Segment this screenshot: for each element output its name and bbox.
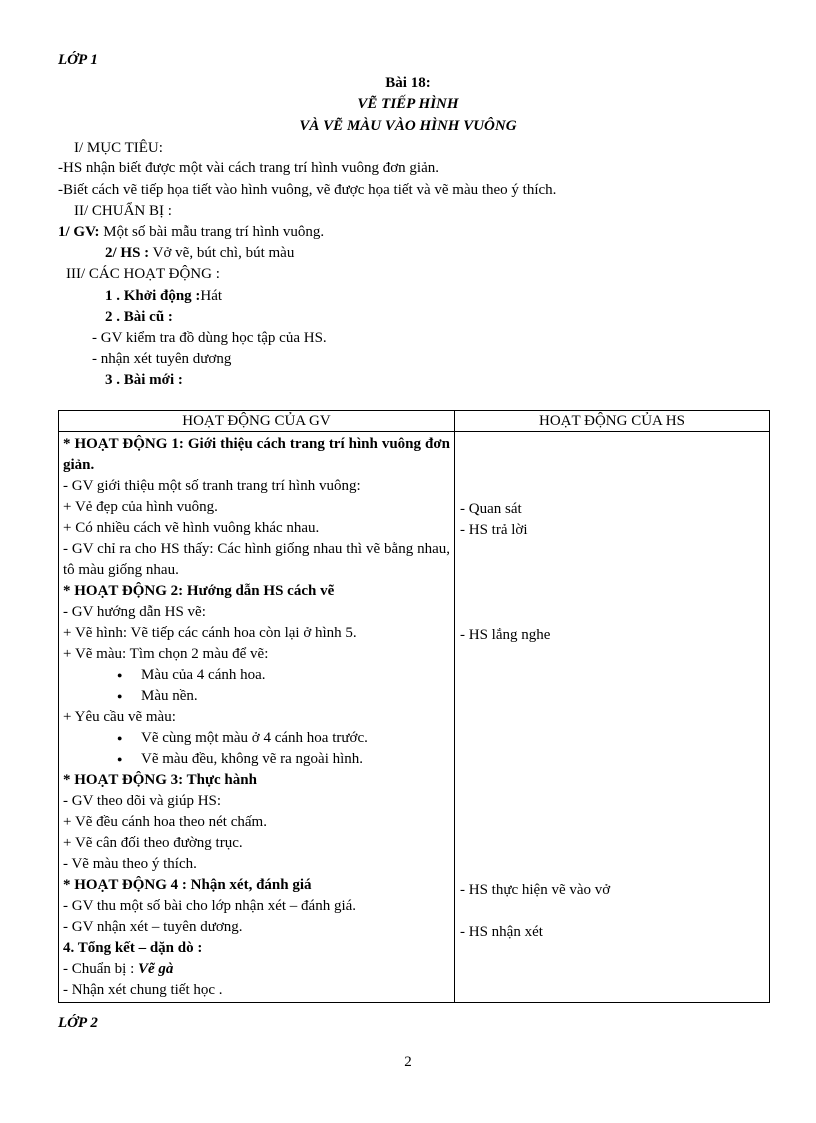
- preparation-gv: [58, 224, 324, 241]
- activity-line: + Vẽ đều cánh hoa theo nét chấm.: [63, 814, 267, 830]
- activities-heading: III/ CÁC HOẠT ĐỘNG :: [66, 266, 220, 282]
- objective-item: -HS nhận biết được một vài cách trang trí hình vuông đơn giản.: [58, 160, 439, 176]
- table-row: [59, 432, 770, 1003]
- old-lesson-heading: 2 . Bài cũ :: [105, 309, 173, 325]
- lesson-title-line1: VẼ TIẾP HÌNH: [357, 96, 459, 112]
- activity-line: - GV nhận xét – tuyên dương.: [63, 919, 243, 935]
- lesson-title-line2: VÀ VẼ MÀU VÀO HÌNH VUÔNG: [299, 118, 517, 134]
- preparation-hs: [105, 245, 294, 262]
- bullet-item: ● Vẽ cùng một màu ở 4 cánh hoa trước.: [63, 728, 450, 749]
- activity-line: + Yêu cầu vẽ màu:: [63, 709, 176, 725]
- warmup: [105, 288, 222, 305]
- warmup-label: 1 . Khởi động :: [105, 288, 201, 304]
- page-number: 2: [404, 1054, 412, 1070]
- activity-line: - GV theo dõi và giúp HS:: [63, 793, 222, 809]
- summary-title: 4. Tổng kết – dặn dò :: [63, 940, 203, 956]
- old-lesson-item: - GV kiểm tra đồ dùng học tập của HS.: [92, 330, 327, 346]
- preparation-gv-text: Một số bài mẫu trang trí hình vuông.: [99, 224, 325, 240]
- hs-response: - HS thực hiện vẽ vào vở: [460, 882, 611, 898]
- hs-activities-cell: [455, 432, 770, 1003]
- preparation-hs-label: 2/ HS :: [105, 245, 150, 261]
- summary-next-lesson: Vẽ gà: [138, 961, 174, 977]
- warmup-text: Hát: [200, 288, 223, 304]
- activity-line: - GV hướng dẫn HS vẽ:: [63, 604, 206, 620]
- bullet-item: ● Vẽ màu đều, không vẽ ra ngoài hình.: [63, 749, 450, 770]
- hs-response: - HS nhận xét: [460, 924, 543, 940]
- hs-response: - HS lắng nghe: [460, 627, 551, 643]
- old-lesson-item: - nhận xét tuyên dương: [92, 351, 232, 367]
- preparation-gv-label: 1/ GV:: [58, 224, 100, 240]
- activity-line: + Vẽ cân đối theo đường trục.: [63, 835, 243, 851]
- hs-response: - HS trả lời: [460, 522, 528, 538]
- activity-line: - GV thu một số bài cho lớp nhận xét – đánh giá.: [63, 898, 357, 914]
- activity-line: - Vẽ màu theo ý thích.: [63, 856, 197, 872]
- bullet-item: ● Màu của 4 cánh hoa.: [63, 665, 450, 686]
- bullet-item: ● Màu nền.: [63, 686, 450, 707]
- new-lesson-heading: 3 . Bài mới :: [105, 372, 183, 388]
- next-grade-label: LỚP 2: [58, 1015, 98, 1031]
- activities-table: [58, 410, 770, 1003]
- preparation-hs-text: Vở vẽ, bút chì, bút màu: [149, 245, 295, 261]
- grade-label: LỚP 1: [58, 52, 98, 68]
- column-header-hs: HOẠT ĐỘNG CỦA HS: [455, 411, 770, 432]
- column-header-gv: HOẠT ĐỘNG CỦA GV: [59, 411, 455, 432]
- gv-activities-cell: [59, 432, 455, 1003]
- summary-line: [63, 959, 450, 980]
- activity-line: - GV chỉ ra cho HS thấy: Các hình giống nhau thì vẽ bằng nhau, tô màu giống nhau.: [63, 541, 450, 578]
- activity-2-title: * HOẠT ĐỘNG 2: Hướng dẫn HS cách vẽ: [63, 583, 335, 599]
- summary-line: - Nhận xét chung tiết học .: [63, 982, 223, 998]
- hs-response: - Quan sát: [460, 501, 522, 517]
- activity-3-title: * HOẠT ĐỘNG 3: Thực hành: [63, 772, 257, 788]
- activity-line: + Vẽ hình: Vẽ tiếp các cánh hoa còn lại ở hình 5.: [63, 625, 357, 641]
- activity-line: - GV giới thiệu một số tranh trang trí hình vuông:: [63, 478, 361, 494]
- activity-4-title: * HOẠT ĐỘNG 4 : Nhận xét, đánh giá: [63, 877, 312, 893]
- activity-line: + Có nhiều cách vẽ hình vuông khác nhau.: [63, 520, 320, 536]
- activity-1-title: * HOẠT ĐỘNG 1: Giới thiệu cách trang trí hình vuông đơn giản.: [63, 436, 450, 473]
- table-header-row: [59, 411, 770, 432]
- lesson-number: Bài 18:: [385, 75, 431, 91]
- preparation-heading: II/ CHUẨN BỊ :: [74, 203, 172, 219]
- activity-line: + Vẽ màu: Tìm chọn 2 màu để vẽ:: [63, 646, 269, 662]
- activity-line: + Vẻ đẹp của hình vuông.: [63, 499, 218, 515]
- objectives-heading: I/ MỤC TIÊU:: [74, 140, 163, 156]
- objective-item: -Biết cách vẽ tiếp họa tiết vào hình vuông, vẽ được họa tiết và vẽ màu theo ý thích.: [58, 182, 557, 198]
- summary-prefix: - Chuẩn bị :: [63, 961, 138, 977]
